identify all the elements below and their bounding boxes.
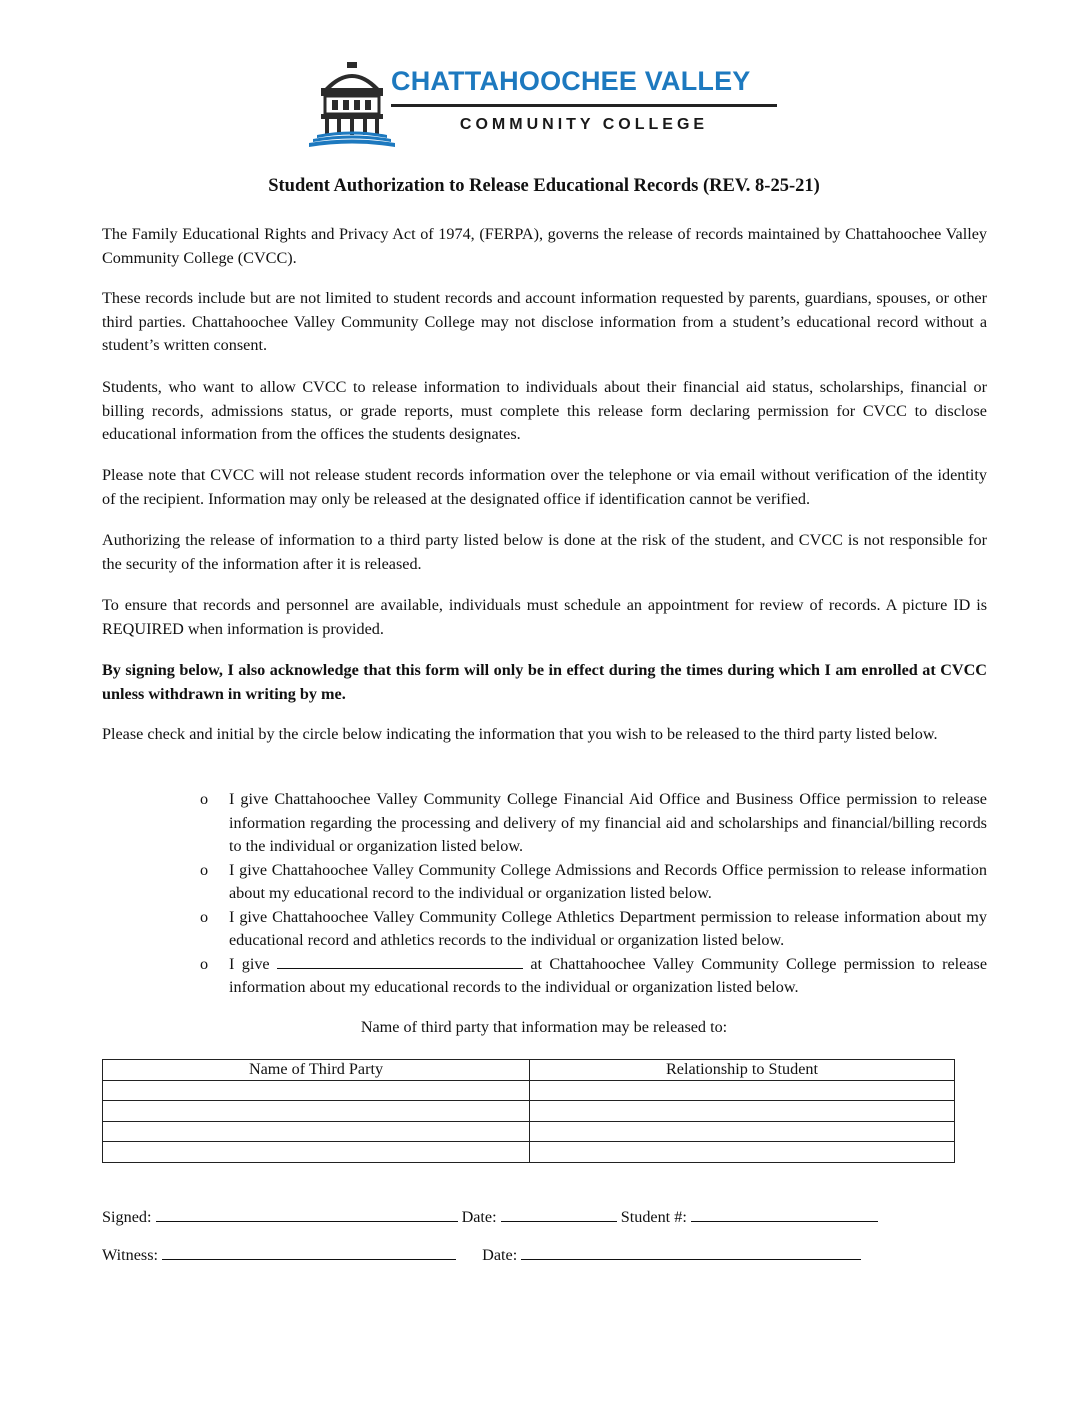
other-office-blank[interactable] — [277, 954, 523, 969]
student-number-field[interactable] — [691, 1206, 878, 1222]
relationship-cell[interactable] — [530, 1101, 955, 1122]
third-party-name-cell[interactable] — [103, 1080, 530, 1101]
option-other-office — [195, 953, 987, 1000]
relationship-cell[interactable] — [530, 1080, 955, 1101]
paragraph-instructions: Please check and initial by the circle below indicating the information that you wish to be released to the third party listed below. — [102, 725, 938, 743]
paragraph-acknowledge: By signing below, I also acknowledge that this form will only be in effect during the times during which I am enrolled at CVCC unless withdrawn in writing by me. — [102, 661, 987, 703]
witness-label: Witness: — [102, 1246, 158, 1264]
third-party-name-cell[interactable] — [103, 1101, 530, 1122]
witness-date-field[interactable] — [521, 1244, 861, 1260]
option-admissions-text: I give Chattahoochee Valley Community College Admissions and Records Office permission to release information about my educational record to the individual or organization listed below. — [229, 860, 987, 902]
relationship-cell[interactable] — [530, 1121, 955, 1142]
option-financial-aid-text: I give Chattahoochee Valley Community College Financial Aid Office and Business Office permission to release information regarding the processing and delivery of my financial aid and scholarships and financial/billing records to the individual or organization listed below. — [229, 790, 987, 855]
relationship-cell[interactable] — [530, 1142, 955, 1163]
table-row — [103, 1121, 955, 1142]
third-party-name-cell[interactable] — [103, 1142, 530, 1163]
witness-date-label: Date: — [482, 1246, 518, 1264]
signature-row — [102, 1206, 878, 1227]
logo-divider — [391, 104, 777, 107]
paragraph-risk: Authorizing the release of information to a third party listed below is done at the risk of the student, and CVCC is not responsible for the security of the information after it is released. — [102, 531, 987, 573]
college-name: CHATTAHOOCHEE VALLEY — [391, 66, 751, 96]
table-row — [103, 1142, 955, 1163]
date-field[interactable] — [501, 1206, 617, 1222]
checkbox-circle-athletics[interactable]: o — [200, 907, 209, 926]
table-row — [103, 1080, 955, 1101]
option-other-suffix: at Chattahoochee Valley Community College permission to release information about my educational records to the individual or organization listed below. — [229, 954, 988, 996]
option-athletics-text: I give Chattahoochee Valley Community College Athletics Department permission to release information about my educational record and athletics records to the individual or organization listed below. — [229, 907, 987, 949]
paragraph-verification: Please note that CVCC will not release student records information over the telephone or via email without verification of the identity of the recipient. Information may only be released at the designated office if identification cannot be verified. — [102, 466, 987, 508]
paragraph-ferpa: The Family Educational Rights and Privacy Act of 1974, (FERPA), governs the release of records maintained by Chattahoochee Valley Community College (CVCC). — [102, 225, 987, 267]
third-party-table — [102, 1059, 955, 1163]
signed-label: Signed: — [102, 1208, 152, 1226]
checkbox-circle-admissions[interactable]: o — [200, 860, 209, 879]
paragraph-records: These records include but are not limited to student records and account information requested by parents, guardians, spouses, or other third parties. Chattahoochee Valley Community College may not disclose information from a student’s educational record without a student’s written consent. — [102, 289, 987, 354]
release-options-list — [195, 788, 987, 1000]
option-financial-aid — [195, 788, 987, 859]
college-logo — [307, 58, 787, 154]
third-party-heading: Name of third party that information may be released to: — [360, 1018, 728, 1036]
college-subtitle: COMMUNITY COLLEGE — [459, 116, 709, 133]
table-row — [103, 1101, 955, 1122]
form-title: Student Authorization to Release Educational Records (REV. 8-25-21) — [268, 176, 820, 196]
paragraph-students: Students, who want to allow CVCC to release information to individuals about their financial aid status, scholarships, financial or billing records, admissions status, or grade reports, must complete this release form declaring permission for CVCC to disclose educational information from the offices the students designates. — [102, 378, 987, 443]
date-label: Date: — [461, 1208, 497, 1226]
third-party-name-cell[interactable] — [103, 1121, 530, 1142]
paragraph-appointment: To ensure that records and personnel are available, individuals must schedule an appointment for review of records. A picture ID is REQUIRED when information is provided. — [102, 596, 987, 638]
witness-row — [102, 1244, 861, 1265]
witness-field[interactable] — [162, 1244, 456, 1260]
checkbox-circle-other-office[interactable]: o — [200, 954, 209, 973]
column-header-name: Name of Third Party — [103, 1060, 530, 1081]
option-athletics — [195, 906, 987, 953]
college-building-logo-icon — [307, 58, 397, 150]
checkbox-circle-financial-aid[interactable]: o — [200, 790, 209, 808]
option-other-prefix: I give — [229, 954, 270, 973]
column-header-relationship: Relationship to Student — [530, 1060, 955, 1081]
option-admissions — [195, 859, 987, 906]
signature-field[interactable] — [156, 1206, 458, 1222]
table-header-row — [103, 1060, 955, 1081]
student-number-label: Student #: — [620, 1208, 687, 1226]
